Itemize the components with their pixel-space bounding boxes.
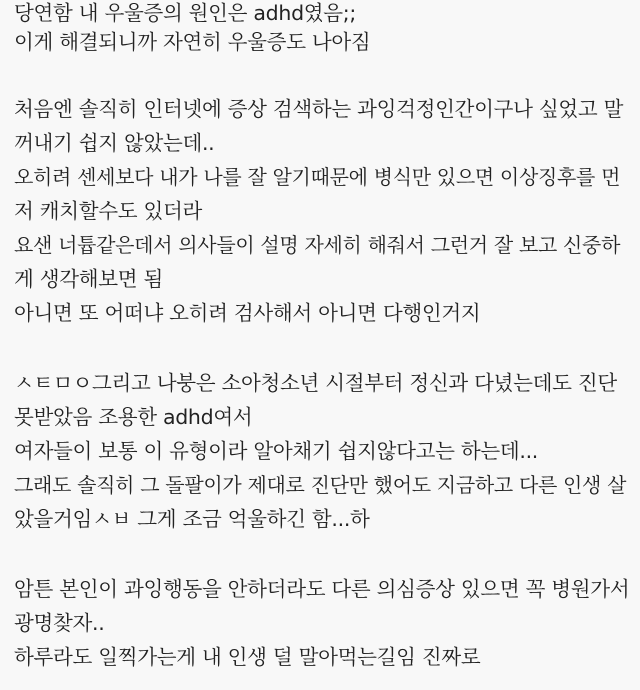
post-text-line: 요샌 너튭같은데서 의사들이 설명 자세히 해줘서 그런거 잘 보고 신중하 <box>14 233 621 257</box>
post-text-line: 이게 해결되니까 자연히 우울증도 나아짐 <box>14 30 371 54</box>
post-text-line: 게 생각해보면 됨 <box>14 267 163 291</box>
post-text-line: 하루라도 일찍가는게 내 인생 덜 말아먹는길임 진짜로 <box>14 645 481 669</box>
post-text-line: 아니면 또 어떠냐 오히려 검사해서 아니면 다행인거지 <box>14 301 481 325</box>
post-text-line: 저 캐치할수도 있더라 <box>14 199 202 223</box>
post-text-line: 그래도 솔직히 그 돌팔이가 제대로 진단만 했어도 지금하고 다른 인생 살 <box>14 473 627 497</box>
post-text-line: 여자들이 보통 이 유형이라 알아채기 쉽지않다고는 하는데... <box>14 439 539 463</box>
post-text-line: 오히려 센세보다 내가 나를 잘 알기때문에 병식만 있으면 이상징후를 먼 <box>14 165 621 189</box>
post-text-line: 꺼내기 쉽지 않았는데.. <box>14 131 215 155</box>
post-text-line: 광명찾자.. <box>14 611 105 635</box>
post-text-line: ㅅㅌㅁㅇ그리고 나붕은 소아청소년 시절부터 정신과 다녔는데도 진단 <box>14 371 617 395</box>
post-text-line: 당연함 내 우울증의 원인은 adhd였음;; <box>14 1 356 25</box>
post-text-line: 았을거임ㅅㅂ 그게 조금 억울하긴 함...하 <box>14 507 370 531</box>
post-text-line: 못받았음 조용한 adhd여서 <box>14 405 253 429</box>
post-text-line: 처음엔 솔직히 인터넷에 증상 검색하는 과잉걱정인간이구나 싶었고 말 <box>14 97 624 121</box>
post-text-line: 암튼 본인이 과잉행동을 안하더라도 다른 의심증상 있으면 꼭 병원가서 <box>14 577 630 601</box>
